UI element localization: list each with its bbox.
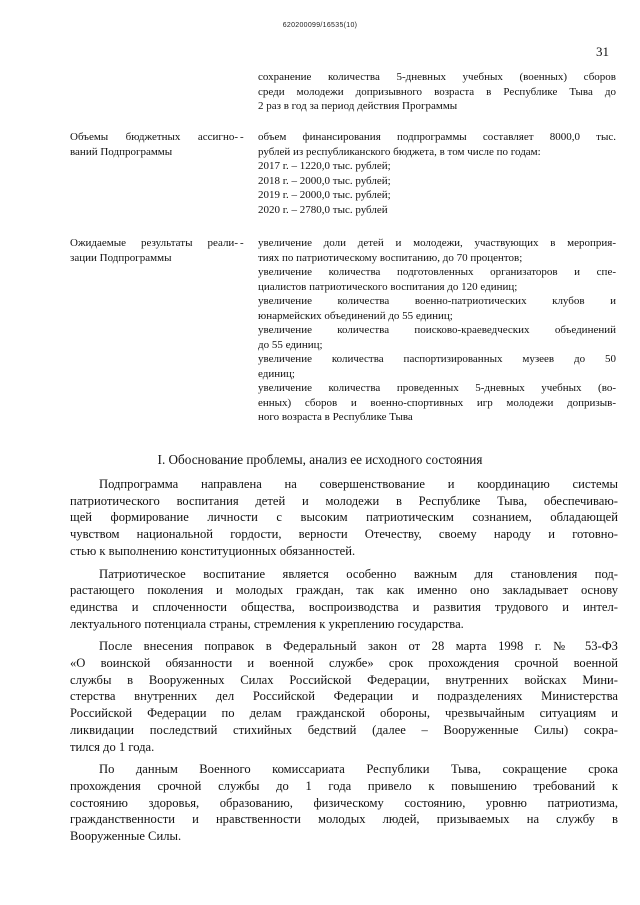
paragraph-line: Российской Федерации по делам гражданской обороны, чрезвычайным ситуациям и xyxy=(70,706,618,721)
value-line: 2019 г. – 2000,0 тыс. рублей; xyxy=(258,189,391,201)
value-line: 2018 г. – 2000,0 тыс. рублей; xyxy=(258,174,391,187)
value-line: увеличение количества проведенных 5-дневных учебных (во- xyxy=(258,382,616,394)
value-line: единиц; xyxy=(258,367,295,380)
section-heading: I. Обоснование проблемы, анализ ее исходного состояния xyxy=(157,452,483,467)
paragraph-line: чувством национальной гордости, верности Отечеству, своему народу и готовно- xyxy=(70,527,618,542)
row-dash: - xyxy=(240,237,244,249)
paragraph-line: стерства внутренних дел Российской Федерации и подразделениях Министерства xyxy=(70,689,618,704)
value-line: увеличение количества подготовленных организаторов и спе- xyxy=(258,266,616,278)
paragraph-line: службы в Вооруженных Силах Российской Федерации, внутренних войсках Мини- xyxy=(70,672,618,687)
label-line: Объемы бюджетных ассигно- xyxy=(70,131,238,143)
value-line: увеличение количества поисково-краеведческих объединений xyxy=(258,324,616,336)
label-line: Ожидаемые результаты реали- xyxy=(70,237,238,249)
value-line: рублей из республиканского бюджета, в том числе по годам: xyxy=(258,145,541,158)
text-line: среди молодежи допризывного возраста в Республике Тыва до xyxy=(258,85,616,98)
body-text xyxy=(70,476,618,851)
value-line: до 55 единиц; xyxy=(258,338,323,351)
paragraph-line: ликвидации последствий стихийных бедствий (далее – Вооруженные Силы) сокра- xyxy=(70,722,618,737)
paragraph-line: «О воинской обязанности и военной службе» срок прохождения срочной военной xyxy=(70,656,618,671)
label-line: ваний Подпрограммы xyxy=(70,145,173,158)
row-dash: - xyxy=(240,131,244,143)
paragraph xyxy=(70,761,618,845)
value-line: увеличение количества паспортизированных музеев до 50 xyxy=(258,353,616,365)
passport-row-label xyxy=(70,130,238,159)
paragraph-line: лектуального потенциала страны, стремления к укреплению государства. xyxy=(70,616,464,631)
passport-row-value xyxy=(258,236,616,425)
value-line: увеличение доли детей и молодежи, участвующих в мероприя- xyxy=(258,237,616,249)
paragraph-line: Вооруженные Силы. xyxy=(70,829,182,844)
paragraph-line: Патриотическое воспитание является особенно важным для становления под- xyxy=(99,566,618,581)
paragraph-line: растающего поколения и молодых граждан, так как именно оно закладывает основу xyxy=(70,583,618,598)
paragraph-line: тился до 1 года. xyxy=(70,739,155,754)
value-line: увеличение количества военно-патриотических клубов и xyxy=(258,295,616,307)
paragraph-line: Подпрограмма направлена на совершенствование и координацию системы xyxy=(99,477,618,491)
paragraph-line: патриотического воспитания детей и молодежи в Республике Тыва, обеспечиваю- xyxy=(70,493,618,508)
value-line: циалистов патриотического воспитания до 120 единиц; xyxy=(258,280,518,293)
text-line: сохранение количества 5-дневных учебных (военных) сборов xyxy=(258,71,616,83)
paragraph-line: После внесения поправок в Федеральный закон от 28 марта 1998 г. № 53-ФЗ xyxy=(99,639,618,654)
paragraph-line: щей формирование личности с высоким патриотическим сознанием, обладающей xyxy=(70,510,618,525)
paragraph-line: гражданственности и нравственности молодых людей, призываемых на службу в xyxy=(70,812,618,827)
page-number: 31 xyxy=(596,44,609,59)
paragraph-line: единства и сплоченности общества, воспроизводства и развития трудового и интел- xyxy=(70,599,618,614)
paragraph xyxy=(70,476,618,560)
value-line: объем финансирования подпрограммы составляет 8000,0 тыс. xyxy=(258,131,616,143)
passport-continuation-text xyxy=(258,70,616,114)
text-line: 2 раз в год за период действия Программы xyxy=(258,100,458,112)
paragraph-line: По данным Военного комиссариата Республики Тыва, сокращение срока xyxy=(99,762,618,777)
passport-row-value xyxy=(258,130,616,217)
document-registration-code: 620200099/16535(10) xyxy=(282,22,358,29)
value-line: юнармейских объединений до 55 единиц; xyxy=(258,309,453,322)
value-line: 2017 г. – 1220,0 тыс. рублей; xyxy=(258,160,391,172)
value-line: 2020 г. – 2780,0 тыс. рублей xyxy=(258,203,388,216)
value-line: енных) сборов и военно-спортивных игр молодежи допризыв- xyxy=(258,396,616,409)
paragraph-line: стью к выполнению конституционных обязанностей. xyxy=(70,543,356,558)
paragraph xyxy=(70,638,618,755)
paragraph-line: прохождения срочной службы до 1 года привело к повышению требований к xyxy=(70,778,618,793)
value-line: ного возраста в Республике Тыва xyxy=(258,411,413,423)
passport-row-label xyxy=(70,236,238,265)
label-line: зации Подпрограммы xyxy=(70,251,172,264)
value-line: тиях по патриотическому воспитанию, до 70 процентов; xyxy=(258,251,523,264)
paragraph-line: состоянию здоровья, образованию, физическому состоянию, уровню патриотизма, xyxy=(70,795,618,810)
paragraph xyxy=(70,566,618,633)
